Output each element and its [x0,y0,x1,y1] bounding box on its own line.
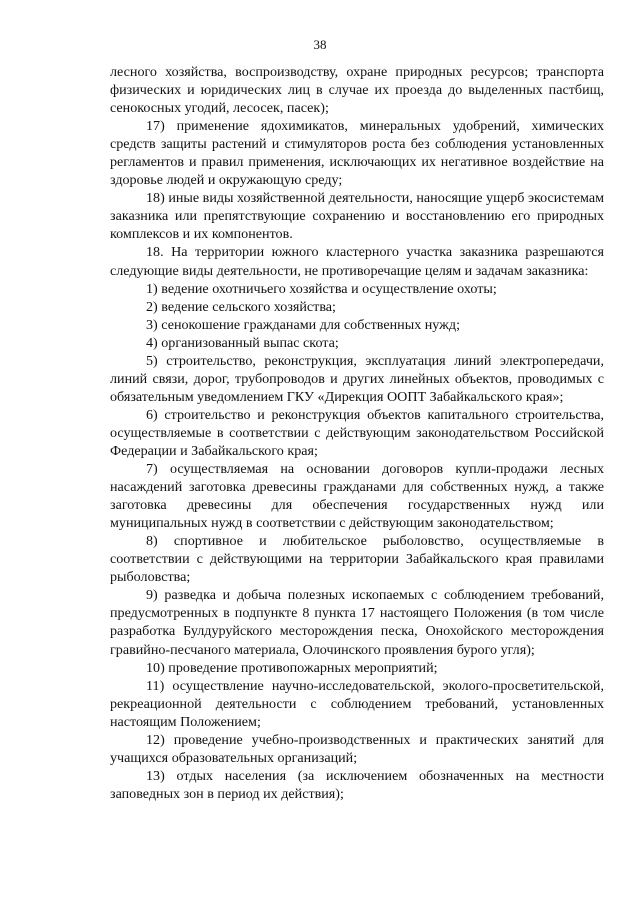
paragraph: 9) разведка и добыча полезных ископаемых с соблюдением требований, предусмотренных в подпункте 8 пункта 17 настоящего Положения (в том числе разработка Булдуруйского месторождения песка, Онохойского месторождения гравийно-песчаного материала, Олочинского проявления бурого угля); [110,587,604,658]
paragraph: 11) осуществление научно-исследовательской, эколого-просветительской, рекреационной деятельности с соблюдением требований, установленных настоящим Положением; [110,677,604,730]
paragraph: 8) спортивное и любительское рыболовство, осуществляемые в соответствии с действующими на территории Забайкальского края правилами рыболовства; [110,533,604,586]
paragraph: 7) осуществляемая на основании договоров купли-продажи лесных насаждений заготовка древесины гражданами для собственных нужд, а также заготовка древесины для обеспечения государственных нужд или муниципальных нужд в соответствии с действующим законодательством; [110,461,604,532]
paragraph: 18. На территории южного кластерного участка заказника разрешаются следующие виды деятельности, не противоречащие целям и задачам заказника: [110,244,604,279]
paragraph: 4) организованный выпас скота; [146,334,339,351]
paragraph: 3) сенокошение гражданами для собственных нужд; [146,316,460,333]
paragraph: 17) применение ядохимикатов, минеральных удобрений, химических средств защиты растений и стимуляторов роста без соблюдения установленных регламентов и правил применения, исключающих их негативное воздействие на здоровье людей и окружающую среду; [110,118,604,189]
paragraph: лесного хозяйства, воспроизводству, охране природных ресурсов; транспорта физических и юридических лиц в случае их проезда до выделенных пастбищ, сенокосных угодий, лесосек, пасек); [110,64,604,117]
paragraph: 2) ведение сельского хозяйства; [146,298,336,315]
paragraph: 18) иные виды хозяйственной деятельности, наносящие ущерб экосистемам заказника или препятствующие сохранению и восстановлению его природных комплексов и их компонентов. [110,190,604,243]
paragraph: 10) проведение противопожарных мероприятий; [146,659,438,676]
paragraph: 13) отдых населения (за исключением обозначенных на местности заповедных зон в период их действия); [110,767,604,802]
paragraph: 5) строительство, реконструкция, эксплуатация линий электропередачи, линий связи, дорог, трубопроводов и других линейных объектов, проводимых с обязательным уведомлением ГКУ «Дирекция ООПТ Забайкальского края»; [110,352,604,405]
document-body [110,63,604,803]
page-number: 38 [313,37,327,52]
paragraph: 6) строительство и реконструкция объектов капитального строительства, осуществляемые в соответствии с действующим законодательством Российской Федерации и Забайкальского края; [110,406,604,459]
paragraph: 12) проведение учебно-производственных и практических занятий для учащихся образовательных организаций; [110,731,604,766]
paragraph: 1) ведение охотничьего хозяйства и осуществление охоты; [146,280,497,297]
